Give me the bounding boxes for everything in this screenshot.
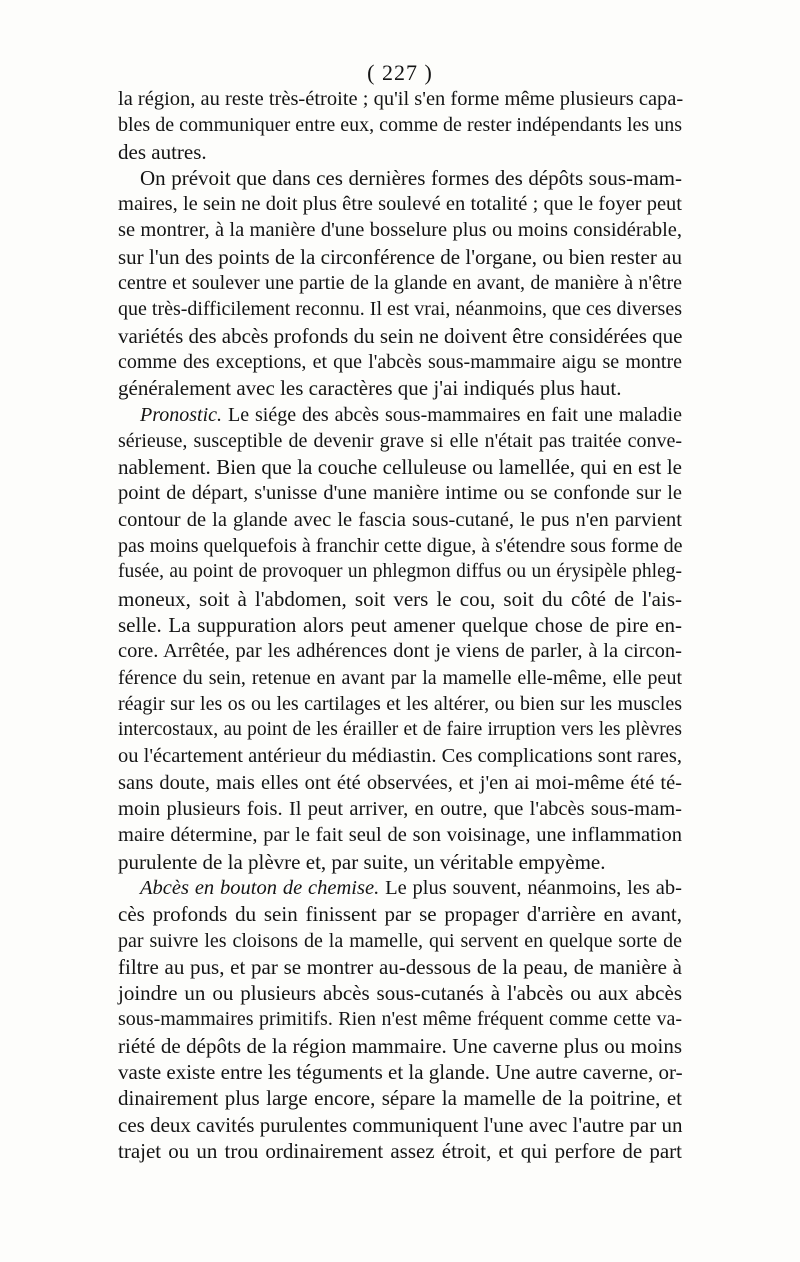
text-line: sans doute, mais elles ont été observées, et j'en ai moi-même été té-	[118, 771, 682, 794]
text-line: core. Arrêtée, par les adhérences dont je viens de parler, à la circon-	[118, 640, 682, 663]
section-heading-pronostic: Pronostic.	[140, 403, 223, 426]
text-line: point de départ, s'unisse d'une manière intime ou se confonde sur le	[118, 482, 682, 505]
text-line: centre et soulever une partie de la glande en avant, de manière à n'être	[118, 272, 682, 295]
text-line: trajet ou un trou ordinairement assez étroit, et qui perfore de part	[118, 1138, 682, 1163]
text-line: selle. La suppuration alors peut amener quelque chose de pire en-	[118, 612, 682, 637]
text-line: vaste existe entre les téguments et la glande. Une autre caverne, or-	[118, 1059, 683, 1084]
text-line: joindre un ou plusieurs abcès sous-cutanés à l'abcès ou aux abcès	[118, 981, 682, 1006]
text-run: Le plus souvent, néanmoins, les ab-	[379, 876, 682, 899]
section-heading-abces: Abcès en bouton de chemise.	[140, 876, 380, 899]
text-line: moneux, soit à l'abdomen, soit vers le cou, soit du côté de l'ais-	[118, 586, 682, 611]
paragraph-forms	[118, 165, 682, 402]
text-line: se montrer, à la manière d'une bosselure plus ou moins considérable,	[118, 219, 682, 242]
text-line: que très-difficilement reconnu. Il est vrai, néanmoins, que ces diverses	[118, 298, 682, 321]
text-line: cès profonds du sein finissent par se propager d'arrière en avant,	[118, 902, 682, 927]
text-line: la région, au reste très-étroite ; qu'il s'en forme même plusieurs capa-	[118, 88, 684, 110]
text-line	[118, 875, 682, 901]
page-number: ( 227 )	[367, 60, 433, 85]
text-line: ces deux cavités purulentes communiquent l'une avec l'autre par un	[118, 1112, 683, 1137]
paragraph-continuation	[118, 86, 682, 165]
text-line: pas moins quelquefois à franchir cette digue, à s'étendre sous forme de	[118, 535, 683, 558]
text-line: moin plusieurs fois. Il peut arriver, en outre, que l'abcès sous-mam-	[118, 798, 682, 821]
text-line: par suivre les cloisons de la mamelle, qui servent en quelque sorte de	[118, 929, 682, 952]
body-text	[118, 86, 682, 1164]
text-line: des autres.	[118, 139, 207, 164]
paragraph-pronostic	[118, 402, 682, 875]
text-line: contour de la glande avec le fascia sous-cutané, le pus n'en parvient	[118, 508, 682, 531]
text-line: comme des exceptions, et que l'abcès sous-mammaire aigu se montre	[118, 350, 682, 373]
text-line: variétés des abcès profonds du sein ne doivent être considérées que	[118, 323, 683, 348]
paragraph-abces-bouton	[118, 875, 682, 1164]
text-line: généralement avec les caractères que j'ai indiqués plus haut.	[118, 376, 622, 401]
text-line: On prévoit que dans ces dernières formes des dépôts sous-mam-	[140, 165, 682, 190]
text-line: bles de communiquer entre eux, comme de rester indépendants les uns	[118, 114, 682, 137]
text-line: filtre au pus, et par se montrer au-dessous de la peau, de manière à	[118, 954, 682, 979]
text-line: maire détermine, par le fait seul de son voisinage, une inflammation	[118, 824, 682, 847]
text-line: ou l'écartement antérieur du médiastin. Ces complications sont rares,	[118, 745, 682, 768]
text-line: dinairement plus large encore, sépare la mamelle de la poitrine, et	[118, 1086, 682, 1111]
text-line: férence du sein, retenue en avant par la mamelle elle-même, elle peut	[118, 666, 682, 689]
text-line: riété de dépôts de la région mammaire. Une caverne plus ou moins	[118, 1033, 682, 1058]
text-line: maires, le sein ne doit plus être soulevé en totalité ; que le foyer peut	[118, 193, 682, 216]
text-run: Le siége des abcès sous-mammaires en fait une maladie	[222, 403, 682, 426]
text-line: nablement. Bien que la couche celluleuse ou lamellée, qui en est le	[118, 455, 682, 480]
text-line: sur l'un des points de la circonférence de l'organe, ou bien rester au	[118, 244, 682, 269]
text-line: sérieuse, susceptible de devenir grave si elle n'était pas traitée conve-	[118, 429, 682, 452]
text-line	[118, 402, 682, 428]
text-line: purulente de la plèvre et, par suite, un véritable empyème.	[118, 849, 606, 874]
text-line: réagir sur les os ou les cartilages et les altérer, ou bien sur les muscles	[118, 692, 682, 715]
text-line: sous-mammaires primitifs. Rien n'est même fréquent comme cette va-	[118, 1008, 682, 1031]
text-line: intercostaux, au point de les érailler et de faire irruption vers les plèvres	[118, 719, 682, 741]
text-line: fusée, au point de provoquer un phlegmon diffus ou un érysipèle phleg-	[118, 561, 682, 583]
